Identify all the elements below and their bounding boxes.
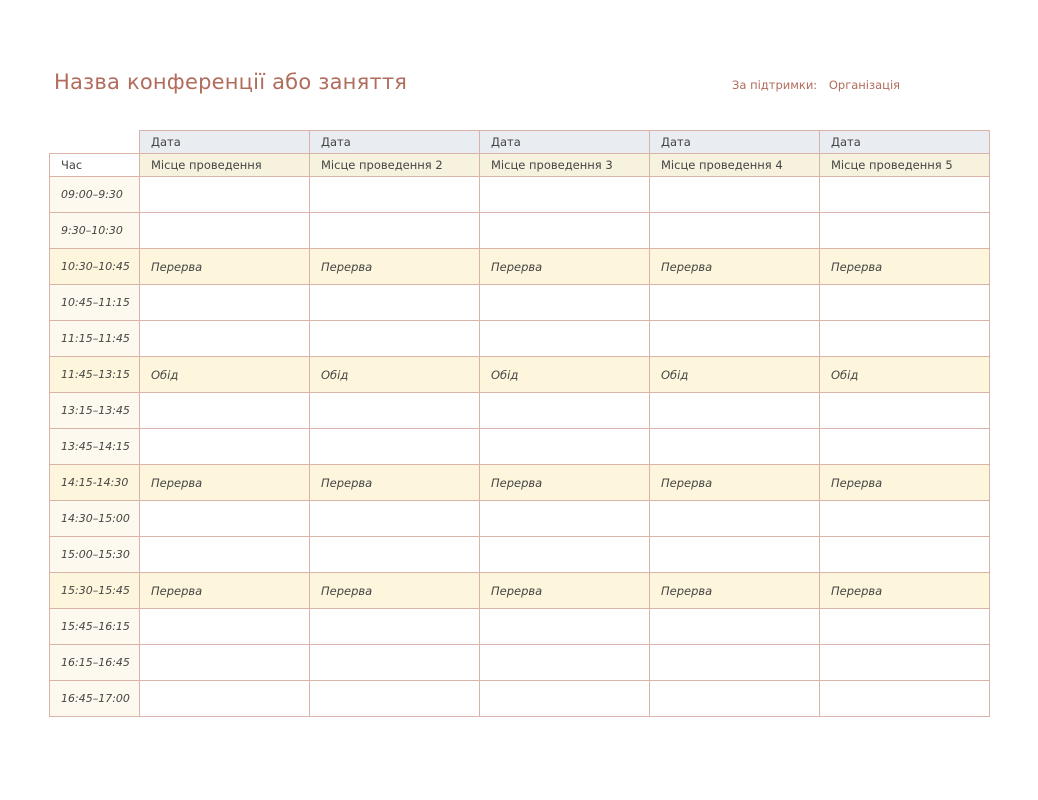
session-cell[interactable] xyxy=(480,213,650,249)
time-slot: 15:45–16:15 xyxy=(50,609,140,645)
venue-cell[interactable]: Місце проведення 3 xyxy=(480,154,650,177)
session-cell[interactable] xyxy=(480,537,650,573)
session-row xyxy=(50,177,990,213)
break-cell[interactable]: Перерва xyxy=(310,249,480,285)
session-cell[interactable] xyxy=(480,501,650,537)
time-slot: 11:15–11:45 xyxy=(50,321,140,357)
session-cell[interactable] xyxy=(480,393,650,429)
date-cell[interactable]: Дата xyxy=(650,131,820,154)
break-row xyxy=(50,249,990,285)
session-cell[interactable] xyxy=(140,645,310,681)
session-cell[interactable] xyxy=(820,501,990,537)
session-cell[interactable] xyxy=(480,429,650,465)
session-cell[interactable] xyxy=(650,321,820,357)
session-row xyxy=(50,321,990,357)
session-cell[interactable] xyxy=(140,285,310,321)
session-row xyxy=(50,609,990,645)
time-slot: 16:15–16:45 xyxy=(50,645,140,681)
session-cell[interactable] xyxy=(820,321,990,357)
break-cell[interactable]: Перерва xyxy=(480,249,650,285)
break-cell[interactable]: Перерва xyxy=(310,573,480,609)
date-header-row xyxy=(50,131,990,154)
schedule-table xyxy=(49,130,990,717)
break-cell[interactable]: Перерва xyxy=(820,249,990,285)
date-cell[interactable]: Дата xyxy=(480,131,650,154)
break-cell[interactable]: Перерва xyxy=(310,465,480,501)
session-cell[interactable] xyxy=(820,177,990,213)
session-cell[interactable] xyxy=(310,393,480,429)
session-cell[interactable] xyxy=(650,537,820,573)
session-cell[interactable] xyxy=(140,609,310,645)
session-cell[interactable] xyxy=(820,429,990,465)
venue-cell[interactable]: Місце проведення 5 xyxy=(820,154,990,177)
venue-cell[interactable]: Місце проведення 4 xyxy=(650,154,820,177)
session-cell[interactable] xyxy=(140,501,310,537)
session-cell[interactable] xyxy=(650,213,820,249)
session-cell[interactable] xyxy=(650,285,820,321)
session-row xyxy=(50,213,990,249)
session-cell[interactable] xyxy=(650,645,820,681)
session-cell[interactable] xyxy=(480,681,650,717)
venue-cell[interactable]: Місце проведення xyxy=(140,154,310,177)
break-row xyxy=(50,465,990,501)
session-cell[interactable] xyxy=(480,645,650,681)
session-cell[interactable] xyxy=(820,213,990,249)
session-cell[interactable] xyxy=(820,537,990,573)
sponsor-label: За підтримки: xyxy=(732,78,818,92)
session-cell[interactable] xyxy=(140,177,310,213)
session-cell[interactable] xyxy=(820,681,990,717)
break-row xyxy=(50,573,990,609)
time-slot: 14:15-14:30 xyxy=(50,465,140,501)
time-slot: 13:45–14:15 xyxy=(50,429,140,465)
session-row xyxy=(50,393,990,429)
break-cell[interactable]: Перерва xyxy=(650,573,820,609)
session-cell[interactable] xyxy=(650,393,820,429)
session-cell[interactable] xyxy=(310,537,480,573)
break-cell[interactable]: Перерва xyxy=(650,465,820,501)
session-row xyxy=(50,645,990,681)
session-cell[interactable] xyxy=(650,429,820,465)
break-cell[interactable]: Обід xyxy=(140,357,310,393)
time-slot: 09:00–9:30 xyxy=(50,177,140,213)
session-cell[interactable] xyxy=(310,285,480,321)
session-cell[interactable] xyxy=(650,177,820,213)
time-slot: 15:00–15:30 xyxy=(50,537,140,573)
session-cell[interactable] xyxy=(310,177,480,213)
time-slot: 10:45–11:15 xyxy=(50,285,140,321)
session-cell[interactable] xyxy=(310,429,480,465)
session-cell[interactable] xyxy=(140,393,310,429)
break-cell[interactable]: Перерва xyxy=(480,573,650,609)
session-row xyxy=(50,501,990,537)
break-cell[interactable]: Перерва xyxy=(820,573,990,609)
page-title: Назва конференції або заняття xyxy=(54,70,408,94)
session-cell[interactable] xyxy=(820,393,990,429)
date-cell[interactable]: Дата xyxy=(820,131,990,154)
session-cell[interactable] xyxy=(310,321,480,357)
session-cell[interactable] xyxy=(480,177,650,213)
session-cell[interactable] xyxy=(140,429,310,465)
session-cell[interactable] xyxy=(820,285,990,321)
sponsor-line xyxy=(732,78,900,92)
break-cell[interactable]: Обід xyxy=(650,357,820,393)
session-row xyxy=(50,429,990,465)
session-cell[interactable] xyxy=(480,321,650,357)
session-cell[interactable] xyxy=(310,213,480,249)
break-cell[interactable]: Перерва xyxy=(650,249,820,285)
break-cell[interactable]: Перерва xyxy=(140,465,310,501)
break-row xyxy=(50,357,990,393)
session-cell[interactable] xyxy=(650,609,820,645)
break-cell[interactable]: Перерва xyxy=(820,465,990,501)
session-cell[interactable] xyxy=(480,609,650,645)
break-cell[interactable]: Перерва xyxy=(140,573,310,609)
time-column-header: Час xyxy=(50,154,140,177)
session-cell[interactable] xyxy=(310,609,480,645)
time-slot: 11:45–13:15 xyxy=(50,357,140,393)
time-slot: 16:45–17:00 xyxy=(50,681,140,717)
session-cell[interactable] xyxy=(820,609,990,645)
break-cell[interactable]: Обід xyxy=(310,357,480,393)
session-cell[interactable] xyxy=(310,681,480,717)
venue-cell[interactable]: Місце проведення 2 xyxy=(310,154,480,177)
session-cell[interactable] xyxy=(650,681,820,717)
time-slot: 13:15–13:45 xyxy=(50,393,140,429)
time-slot: 9:30–10:30 xyxy=(50,213,140,249)
time-slot: 14:30–15:00 xyxy=(50,501,140,537)
break-cell[interactable]: Обід xyxy=(820,357,990,393)
session-cell[interactable] xyxy=(310,645,480,681)
time-slot: 15:30–15:45 xyxy=(50,573,140,609)
session-cell[interactable] xyxy=(310,501,480,537)
session-cell[interactable] xyxy=(140,537,310,573)
session-cell[interactable] xyxy=(140,681,310,717)
venue-header-row xyxy=(50,154,990,177)
time-slot: 10:30–10:45 xyxy=(50,249,140,285)
session-cell[interactable] xyxy=(140,213,310,249)
session-cell[interactable] xyxy=(480,285,650,321)
session-cell[interactable] xyxy=(650,501,820,537)
break-cell[interactable]: Перерва xyxy=(140,249,310,285)
session-row xyxy=(50,285,990,321)
break-cell[interactable]: Перерва xyxy=(480,465,650,501)
sponsor-name: Організація xyxy=(828,78,901,92)
session-cell[interactable] xyxy=(820,645,990,681)
session-row xyxy=(50,537,990,573)
date-cell[interactable]: Дата xyxy=(310,131,480,154)
session-row xyxy=(50,681,990,717)
session-cell[interactable] xyxy=(140,321,310,357)
corner-cell xyxy=(50,131,140,154)
break-cell[interactable]: Обід xyxy=(480,357,650,393)
date-cell[interactable]: Дата xyxy=(140,131,310,154)
